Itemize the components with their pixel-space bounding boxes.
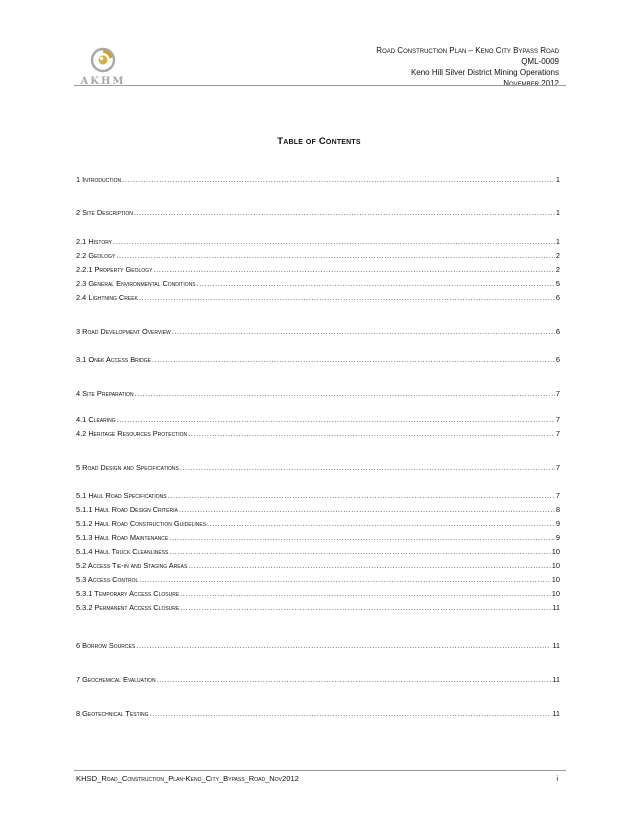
toc-entry-page: 2 bbox=[555, 265, 560, 274]
toc-entry-page: 7 bbox=[555, 429, 560, 438]
toc-leader-dots bbox=[134, 207, 555, 218]
toc-entry-label: 3 Road Development Overview bbox=[76, 327, 171, 336]
toc-entry-page: 8 bbox=[555, 505, 560, 514]
toc-entry[interactable] bbox=[76, 174, 560, 185]
toc-leader-dots bbox=[157, 674, 552, 685]
toc-entry-label: 2.2 Geology bbox=[76, 251, 116, 260]
toc-leader-dots bbox=[180, 462, 555, 473]
toc-entry-label: 2.2.1 Property Geology bbox=[76, 265, 153, 274]
toc-entry-page: 1 bbox=[555, 237, 560, 246]
logo-wordmark: AKHM bbox=[80, 76, 126, 87]
toc-entry[interactable] bbox=[76, 532, 560, 543]
header-operations: Keno Hill Silver District Mining Operations bbox=[410, 68, 559, 77]
logo-emblem-icon bbox=[84, 46, 122, 76]
toc-entry[interactable] bbox=[76, 588, 560, 599]
toc-leader-dots bbox=[168, 490, 555, 501]
toc-entry[interactable] bbox=[76, 546, 560, 557]
toc-entry-page: 11 bbox=[552, 709, 560, 718]
toc-entry-page: 6 bbox=[555, 293, 560, 302]
toc-leader-dots bbox=[172, 326, 555, 337]
page-title: Table of Contents bbox=[277, 136, 361, 147]
toc-entry[interactable] bbox=[76, 207, 560, 218]
toc-entry[interactable] bbox=[76, 354, 560, 365]
toc-leader-dots bbox=[150, 708, 552, 719]
toc-entry-label: 2.3 General Environmental Conditions bbox=[76, 279, 196, 288]
header-document-code: QML-0009 bbox=[521, 57, 559, 66]
toc-entry-label: 4 Site Preparation bbox=[76, 389, 134, 398]
toc-entry-page: 9 bbox=[555, 519, 560, 528]
header-divider bbox=[74, 85, 566, 86]
toc-leader-dots bbox=[153, 264, 554, 275]
toc-entry[interactable] bbox=[76, 264, 560, 275]
toc-entry[interactable] bbox=[76, 518, 560, 529]
toc-entry[interactable] bbox=[76, 462, 560, 473]
toc-entry-label: 3.1 Onek Access Bridge bbox=[76, 355, 151, 364]
toc-leader-dots bbox=[139, 292, 555, 303]
toc-leader-dots bbox=[180, 588, 551, 599]
toc-leader-dots bbox=[116, 250, 555, 261]
toc-entry[interactable] bbox=[76, 326, 560, 337]
toc-entry[interactable] bbox=[76, 708, 560, 719]
toc-leader-dots bbox=[188, 428, 555, 439]
toc-entry-label: 5.1.1 Haul Road Design Criteria bbox=[76, 505, 178, 514]
toc-entry-label: 2.1 History bbox=[76, 237, 113, 246]
toc-entry-label: 5.1.2 Haul Road Construction Guidelines bbox=[76, 519, 207, 528]
toc-entry-label: 5.3 Access Control bbox=[76, 575, 139, 584]
toc-entry-page: 6 bbox=[555, 327, 560, 336]
toc-entry[interactable] bbox=[76, 236, 560, 247]
toc-entry-page: 9 bbox=[555, 533, 560, 542]
toc-leader-dots bbox=[207, 518, 555, 529]
toc-leader-dots bbox=[188, 560, 550, 571]
toc-entry-page: 7 bbox=[555, 415, 560, 424]
footer-page-number: i bbox=[556, 774, 558, 783]
footer-filename: KHSD_Road_Construction_Plan-Keno_City_Bypass_Road_Nov2012 bbox=[76, 774, 299, 783]
toc-entry-label: 2.4 Lightning Creek bbox=[76, 293, 138, 302]
header-document-title: Road Construction Plan – Keno City Bypass Road bbox=[376, 46, 559, 55]
toc-entry-label: 7 Geochemical Evaluation bbox=[76, 675, 156, 684]
toc-entry-page: 11 bbox=[552, 603, 560, 612]
toc-entry[interactable] bbox=[76, 250, 560, 261]
toc-entry-page: 1 bbox=[555, 175, 560, 184]
toc-entry-page: 11 bbox=[552, 675, 560, 684]
toc-entry-page: 7 bbox=[555, 491, 560, 500]
toc-entry-page: 6 bbox=[555, 355, 560, 364]
toc-entry[interactable] bbox=[76, 278, 560, 289]
toc-entry-label: 5.1 Haul Road Specifications bbox=[76, 491, 167, 500]
toc-leader-dots bbox=[113, 236, 555, 247]
toc-entry-page: 10 bbox=[551, 589, 560, 598]
footer-divider bbox=[74, 770, 566, 771]
toc-entry[interactable] bbox=[76, 640, 560, 651]
toc-entry-label: 2 Site Description bbox=[76, 208, 133, 217]
toc-entry[interactable] bbox=[76, 504, 560, 515]
header-date: November 2012 bbox=[503, 79, 559, 88]
toc-leader-dots bbox=[136, 640, 551, 651]
toc-entry-page: 1 bbox=[555, 208, 560, 217]
toc-entry-page: 10 bbox=[551, 561, 560, 570]
toc-entry-page: 2 bbox=[555, 251, 560, 260]
toc-leader-dots bbox=[122, 174, 555, 185]
toc-entry[interactable] bbox=[76, 574, 560, 585]
toc-entry-label: 5.3.2 Permanent Access Closure bbox=[76, 603, 180, 612]
toc-leader-dots bbox=[169, 532, 555, 543]
toc-entry-page: 7 bbox=[555, 463, 560, 472]
toc-entry-label: 4.2 Heritage Resources Protection bbox=[76, 429, 188, 438]
toc-entry-label: 6 Borrow Sources bbox=[76, 641, 136, 650]
toc-entry-page: 10 bbox=[551, 547, 560, 556]
toc-entry-page: 10 bbox=[551, 575, 560, 584]
toc-entry[interactable] bbox=[76, 674, 560, 685]
toc-entry-label: 4.1 Clearing bbox=[76, 415, 116, 424]
toc-entry[interactable] bbox=[76, 490, 560, 501]
toc-entry-page: 11 bbox=[552, 641, 560, 650]
toc-entry-label: 5.2 Access Tie-in and Staging Areas bbox=[76, 561, 188, 570]
toc-leader-dots bbox=[117, 414, 555, 425]
toc-entry[interactable] bbox=[76, 292, 560, 303]
toc-entry-label: 8 Geotechnical Testing bbox=[76, 709, 149, 718]
toc-leader-dots bbox=[197, 278, 555, 289]
toc-entry[interactable] bbox=[76, 388, 560, 399]
toc-leader-dots bbox=[180, 602, 551, 613]
toc-leader-dots bbox=[139, 574, 550, 585]
toc-entry[interactable] bbox=[76, 560, 560, 571]
toc-entry-label: 5.1.4 Haul Truck Cleanliness bbox=[76, 547, 169, 556]
toc-leader-dots bbox=[152, 354, 555, 365]
toc-entry-label: 5 Road Design and Specifications bbox=[76, 463, 179, 472]
toc-leader-dots bbox=[169, 546, 550, 557]
toc-leader-dots bbox=[179, 504, 555, 515]
toc-entry[interactable] bbox=[76, 602, 560, 613]
toc-entry-page: 5 bbox=[555, 279, 560, 288]
toc-entry-label: 1 Introduction bbox=[76, 175, 122, 184]
toc-entry[interactable] bbox=[76, 414, 560, 425]
toc-entry-label: 5.1.3 Haul Road Maintenance bbox=[76, 533, 169, 542]
toc-entry-page: 7 bbox=[555, 389, 560, 398]
toc-entry-label: 5.3.1 Temporary Access Closure bbox=[76, 589, 180, 598]
toc-leader-dots bbox=[135, 388, 555, 399]
toc-entry[interactable] bbox=[76, 428, 560, 439]
